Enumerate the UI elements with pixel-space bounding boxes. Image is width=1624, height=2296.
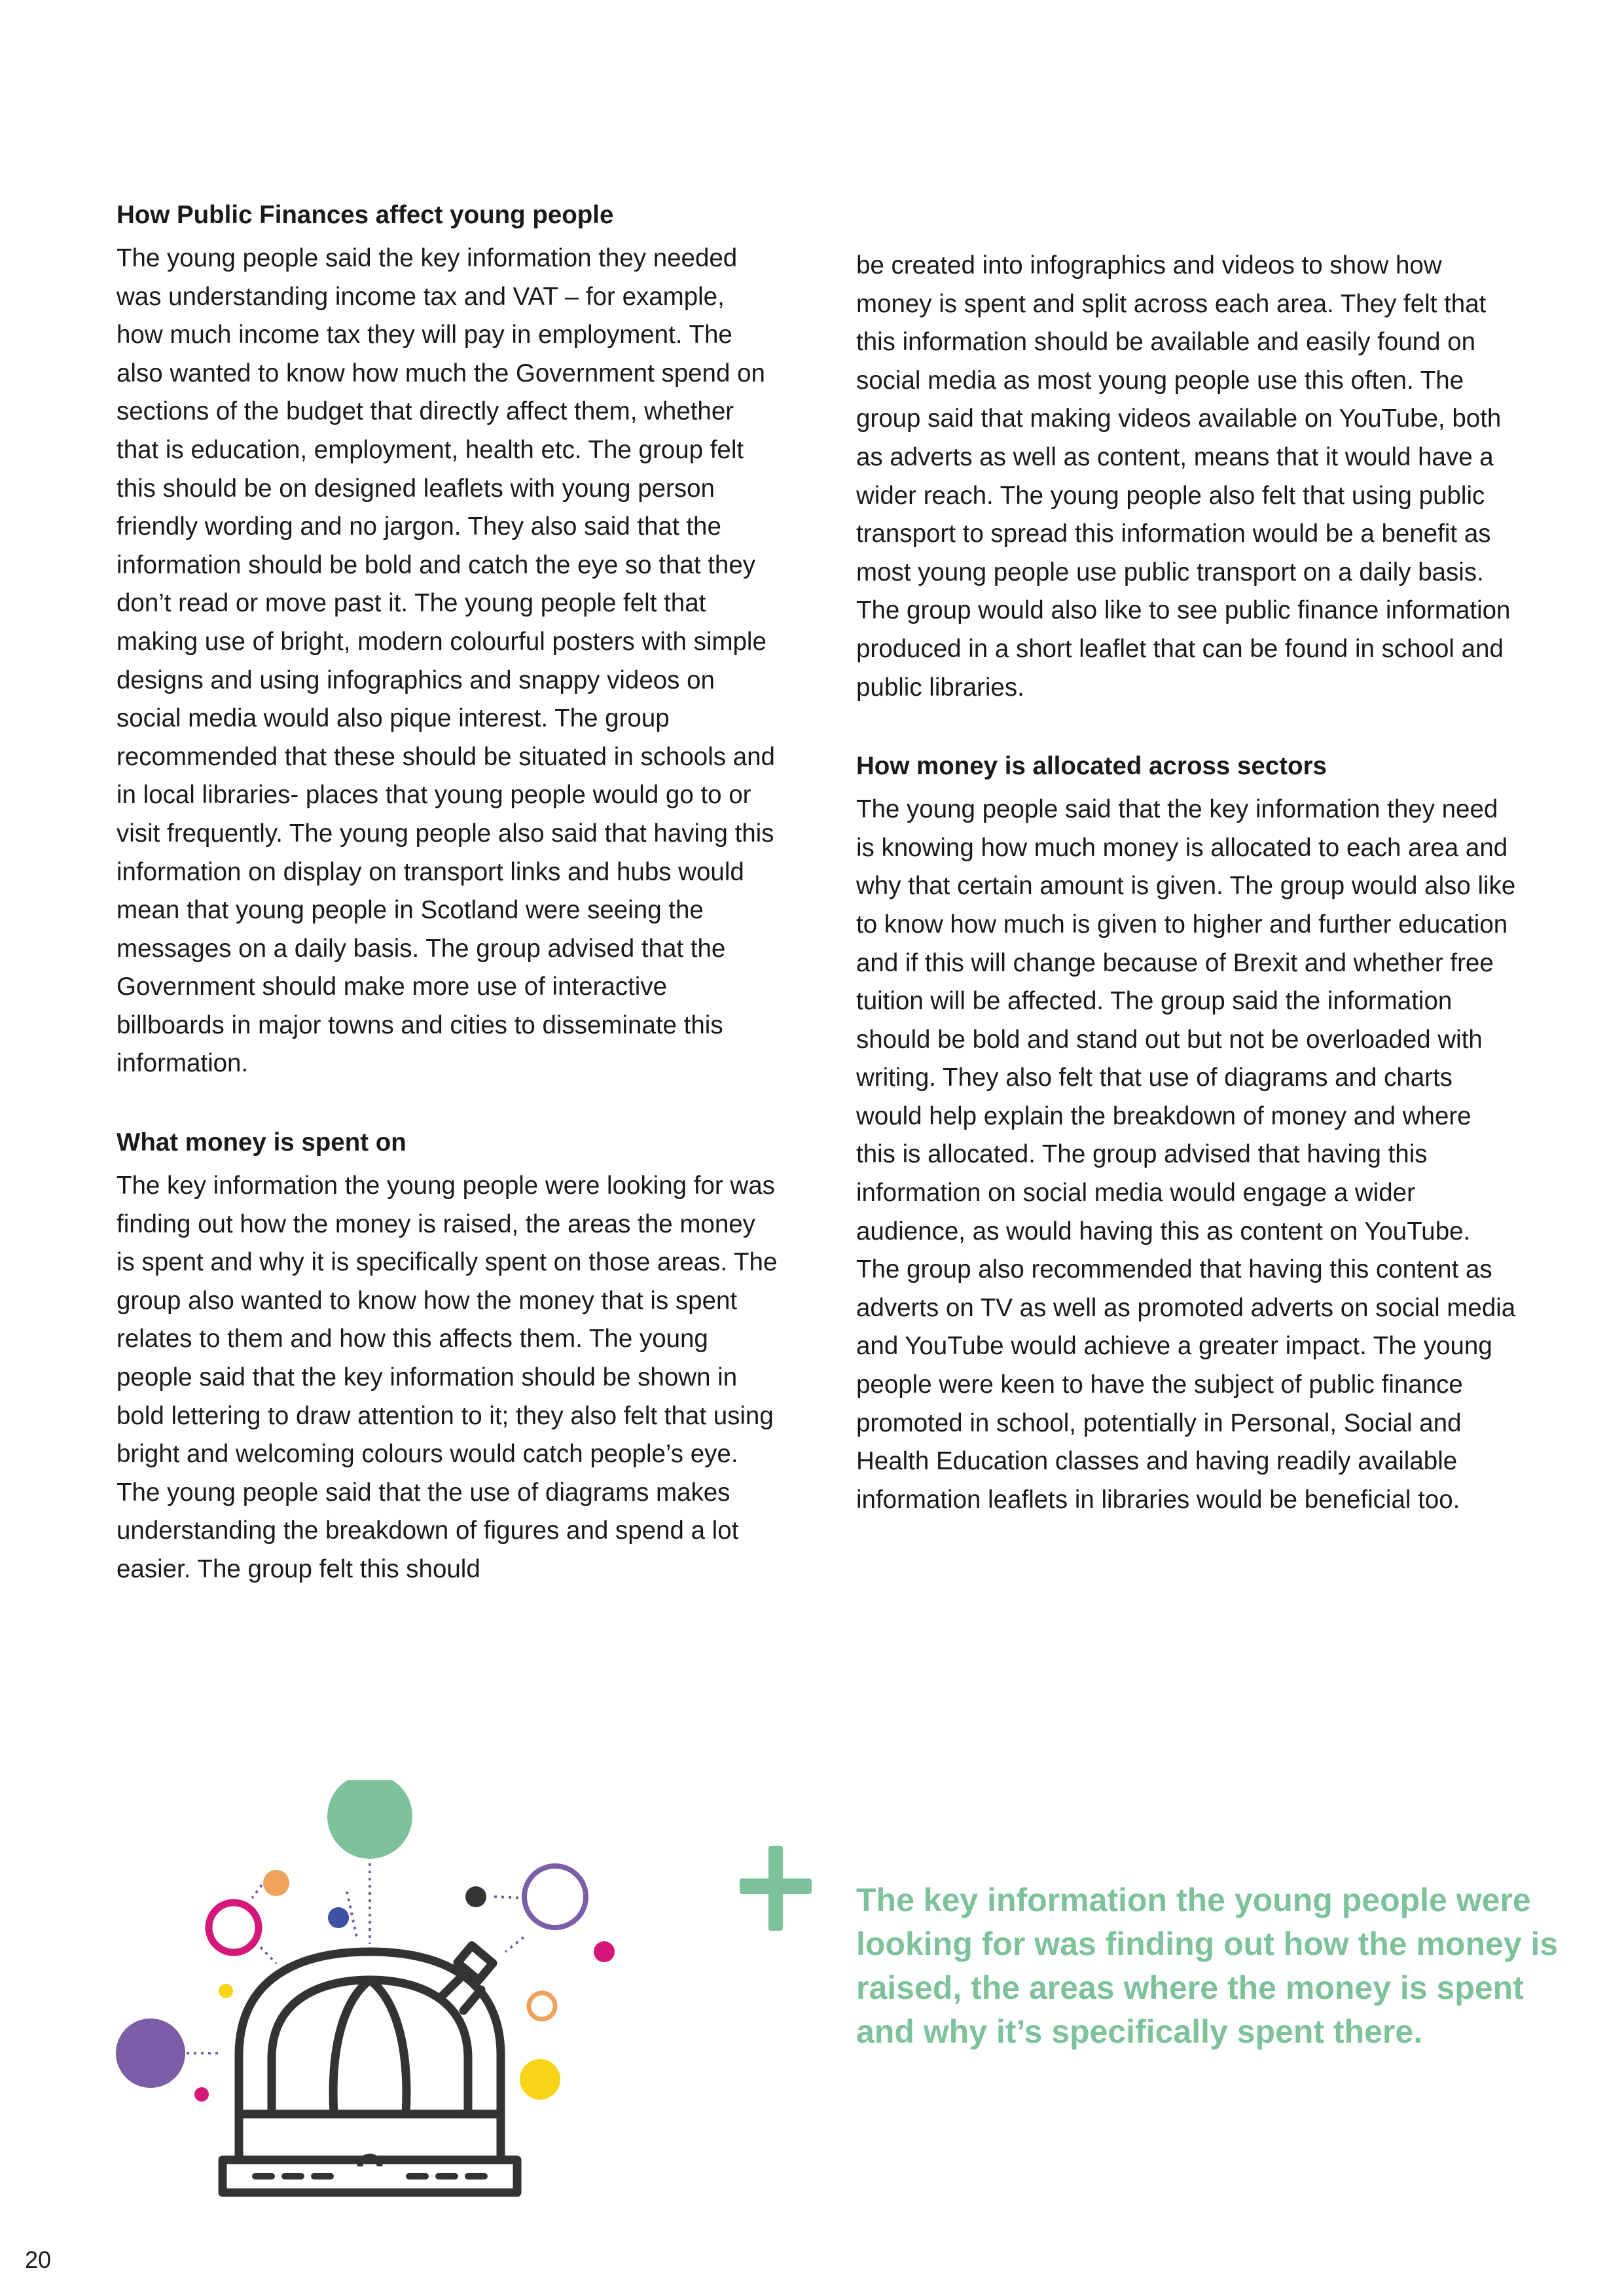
right-column	[856, 247, 1517, 1519]
orange-ring-shape	[529, 1993, 555, 2019]
plus-icon	[740, 1846, 812, 1931]
magenta-dot-small-shape	[194, 2087, 209, 2102]
green-circle-shape	[327, 1780, 412, 1859]
magenta-dot-shape	[594, 1941, 615, 1962]
purple-circle-shape	[116, 2018, 185, 2088]
section-body-money-spent: The key information the young people were looking for was finding out how the money is raised, the areas the money is spent and why it is specifically spent on those areas. The group also wanted to know how the money that is spent relates to them and how this affects them. The young people said that the key information should be shown in bold lettering to draw attention to it; they also felt that using bright and welcoming colours would catch people’s eye. The young people said that the use of diagrams makes understanding the breakdown of figures and spend a lot easier. The group felt this should	[117, 1172, 778, 1583]
section-body-public-finances: The young people said the key information they needed was understanding income tax and VAT – for example, how much income tax they will pay in employment. The also wanted to know how much the Government spend on sections of the budget that directly affect them, whether that is education, employment, health etc. The group felt this should be on designed leaflets with young person friendly wording and no jargon. They also said that the information should be bold and catch the eye so that they don’t read or move past it. The young people felt that making use of bright, modern colourful posters with simple designs and using infographics and snappy videos on social media would also pique interest. The group recommended that these should be situated in schools and in local libraries- places that young people would go to or visit frequently. The young people also said that having this information on display on transport links and hubs would mean that young people in Scotland were seeing the messages on a daily basis. The group advised that the Government should make more use of interactive billboards in major towns and cities to disseminate this information.	[117, 244, 775, 1078]
continuation-paragraph: be created into infographics and videos to show how money is spent and split across each area. They felt that this information should be available and easily found on social media as most young people use this often. The group said that making videos available on YouTube, both as adverts as well as content, means that it would have a wider reach. The young people also felt that using public transport to spread this information would be a benefit as most young people use public transport on a daily basis. The group would also like to see public finance information produced in a short leaflet that can be found in school and public libraries.	[856, 251, 1511, 702]
yellow-dot-small-shape	[219, 1984, 233, 1998]
yellow-circle-shape	[520, 2059, 560, 2100]
page-number: 20	[25, 2246, 52, 2273]
left-column	[117, 196, 778, 1589]
section-heading-money-spent: What money is spent on	[117, 1128, 406, 1157]
section-heading-public-finances: How Public Finances affect young people	[117, 201, 614, 229]
blue-dot-shape	[328, 1907, 349, 1928]
section-heading-allocation: How money is allocated across sectors	[856, 752, 1327, 781]
orange-dot-shape	[263, 1870, 289, 1896]
magenta-ring-shape	[209, 1903, 259, 1952]
pull-quote: The key information the young people were looking for was finding out how the money is raised, the areas where the money is spent and why it’s specifically spent there.	[856, 1882, 1559, 2050]
observatory-illustration	[105, 1780, 628, 2206]
section-body-allocation: The young people said that the key information they need is knowing how much money is allocated to each area and why that certain amount is given. The group would also like to know how much is given to higher and further education and if this will change because of Brexit and whether free tuition will be affected. The group said the information should be bold and stand out but not be overloaded with writing. They also felt that use of diagrams and charts would help explain the breakdown of money and where this is allocated. The group advised that having this information on social media would engage a wider audience, as would having this as content on YouTube. The group also recommended that having this content as adverts on TV as well as promoted adverts on social media and YouTube would achieve a greater impact. The young people were keen to have the subject of public finance promoted in school, potentially in Personal, Social and Health Education classes and having readily available information leaflets in libraries would be beneficial too.	[856, 795, 1516, 1514]
dark-dot-shape	[465, 1886, 486, 1907]
purple-ring-shape	[524, 1866, 586, 1928]
